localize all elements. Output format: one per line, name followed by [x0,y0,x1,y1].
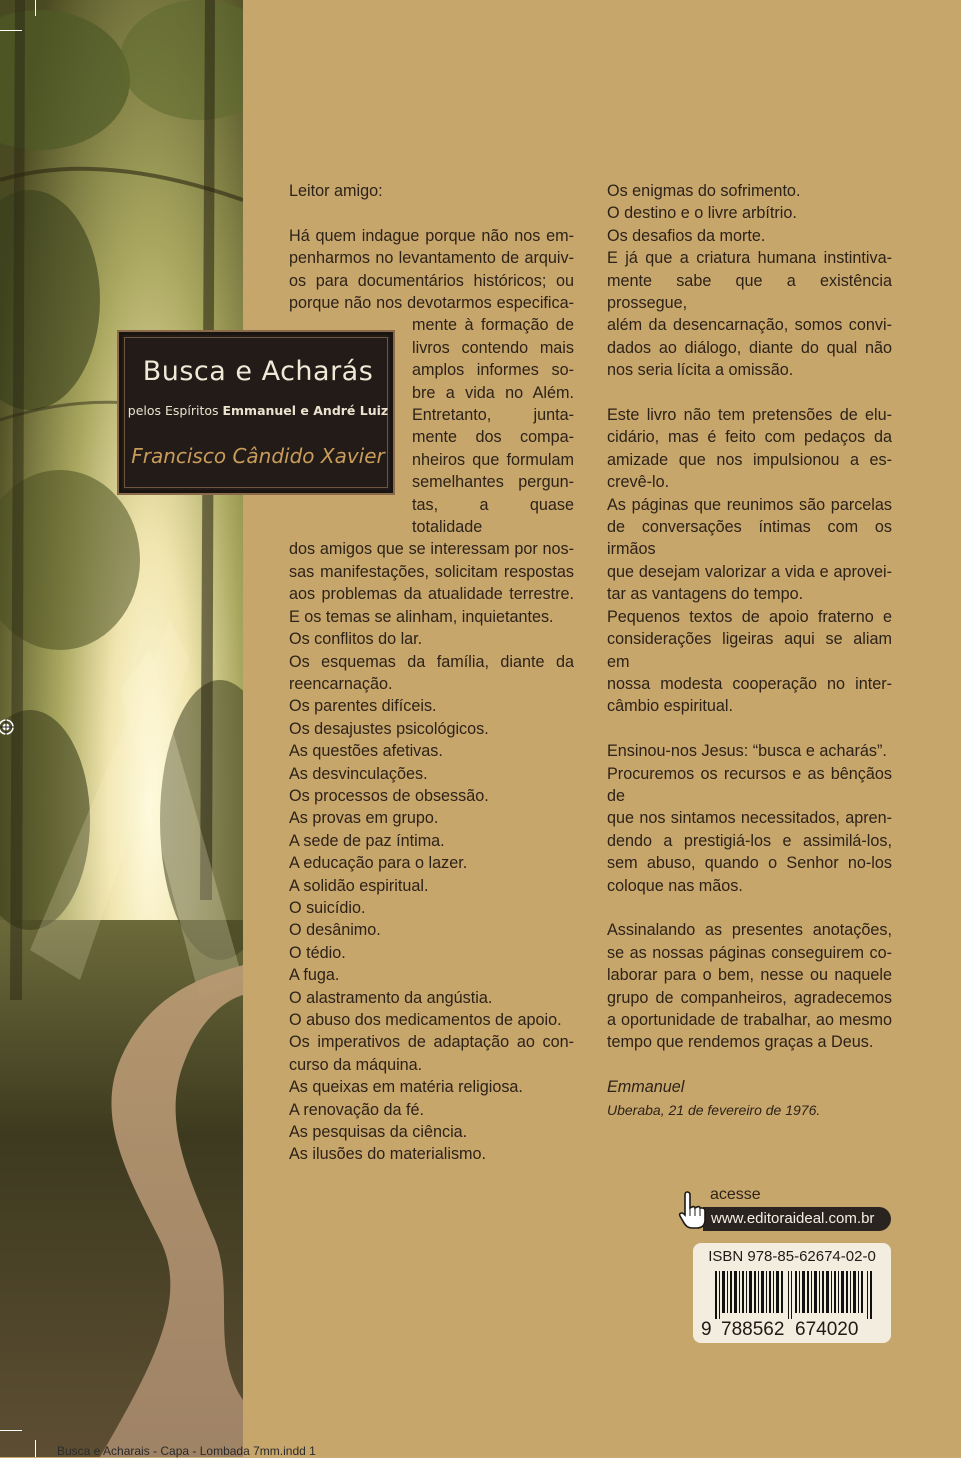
list-item: O alastramento da angústia. [289,988,493,1007]
list-item: As desvinculações. [289,764,428,783]
list-item: As ilusões do materialismo. [289,1145,487,1164]
list-item: As provas em grupo. [289,809,439,828]
list-item: Os conflitos do lar. [289,630,423,649]
list-item: Os esquemas da família, diante da [289,652,574,671]
list-item: Os imperativos de adaptação ao con- [289,1033,574,1052]
list-item: reencarnação. [289,674,393,693]
pointing-hand-icon [677,1190,711,1230]
paragraph: Há quem indague porque não nos em- penharmos no levantamento de arquiv- os para documentários históricos; ou porque não nos devotarmos especifica- [289,226,574,313]
crop-mark [0,30,22,31]
website-link[interactable]: www.editoraideal.com.br [703,1207,891,1231]
signature-date: Uberaba, 21 de fevereiro de 1976. [607,1101,821,1118]
text-column-left [289,180,574,1166]
list-item: As questões afetivas. [289,742,443,761]
forest-path-photo [0,0,243,1457]
book-subtitle: pelos Espíritos Emmanuel e André Luiz [127,403,389,418]
book-author: Francisco Cândido Xavier [131,444,385,468]
greeting: Leitor amigo: [289,182,383,200]
paragraph-wrapped: mente à formação de livros contendo mais amplos informes so- bre a vida no Além. Entretanto, junta- mente dos compa- nheiros que formulam semelhantes pergun- tas, a quase totalidade [412,316,574,537]
barcode-group-left: 788562 [721,1319,785,1340]
list-item: As queixas em matéria religiosa. [289,1078,523,1097]
paragraph: Os enigmas do sofrimento. O destino e o livre arbítrio. Os desafios da morte. E já que a criatura humana instintiva- mente sabe que a existência prossegue, além da desencarnação, somos convi- dados ao diálogo, diante do qual não nos seria lícita a omissão. [607,182,892,380]
list-item: Os processos de obsessão. [289,786,489,805]
list-item: Os parentes difíceis. [289,697,437,716]
text-column-right [607,180,892,1121]
crop-mark [35,0,36,16]
book-title: Busca e Acharás [142,356,374,387]
list-item: As pesquisas da ciência. [289,1123,468,1142]
list-item: O suicídio. [289,898,366,917]
list-item: A solidão espiritual. [289,876,429,895]
registration-mark-icon [0,716,16,738]
themes-list [289,628,574,1166]
list-item: A educação para o lazer. [289,854,468,873]
crop-mark [35,1440,36,1457]
list-item: O tédio. [289,943,346,962]
acesse-label: acesse [710,1186,761,1203]
signature: Emmanuel [607,1078,685,1097]
list-item: O abuso dos medicamentos de apoio. [289,1011,562,1030]
paragraph: dos amigos que se interessam por nos- sas manifestações, solicitam respostas aos problemas da atualidade terrestre. [289,540,574,604]
list-item: curso da máquina. [289,1055,423,1074]
intro-line: E os temas se alinham, inquietantes. [289,607,554,626]
barcode-digit-first: 9 [701,1319,712,1340]
paragraph: Assinalando as presentes anotações, se as nossas páginas conseguirem co- laborar para o bem, nesse ou naquele grupo de companheiros, agradecemos a oportunidade de trabalhar, ao mesmo tempo que rendemos graças a Deus. [607,921,892,1052]
list-item: A renovação da fé. [289,1100,424,1119]
isbn-label: ISBN 978-85-62674-02-0 [708,1248,876,1265]
list-item: Os desajustes psicológicos. [289,719,489,738]
paragraph: Este livro não tem pretensões de elu- cidário, mas é feito com pedaços da amizade que nos impulsionou a es- crevê-lo. As páginas que reunimos são parcelas de conversações íntimas com os irmãos que desejam valorizar a vida e aprovei- tar as vantagens do tempo. Pequenos textos de apoio fraterno e considerações ligeiras aqui se aliam em nossa modesta cooperação no inter- câmbio espiritual. [607,406,892,716]
list-item: A sede de paz íntima. [289,831,445,850]
barcode-panel [693,1243,891,1343]
paragraph: Ensinou-nos Jesus: “busca e acharás”. Procuremos os recursos e as bênçãos de que nos sintamos necessitados, apren- dendo a prestigiá-los e assimilá-los, sem abuso, quando o Senhor no-los coloque nas mãos. [607,742,892,895]
barcode-group-right: 674020 [795,1319,859,1340]
crop-mark [0,1430,22,1431]
list-item: O desânimo. [289,921,381,940]
barcode-bars [715,1271,875,1319]
file-info-slug: Busca e Acharais - Capa - Lombada 7mm.indd 1 [57,1444,316,1458]
list-item: A fuga. [289,966,340,985]
